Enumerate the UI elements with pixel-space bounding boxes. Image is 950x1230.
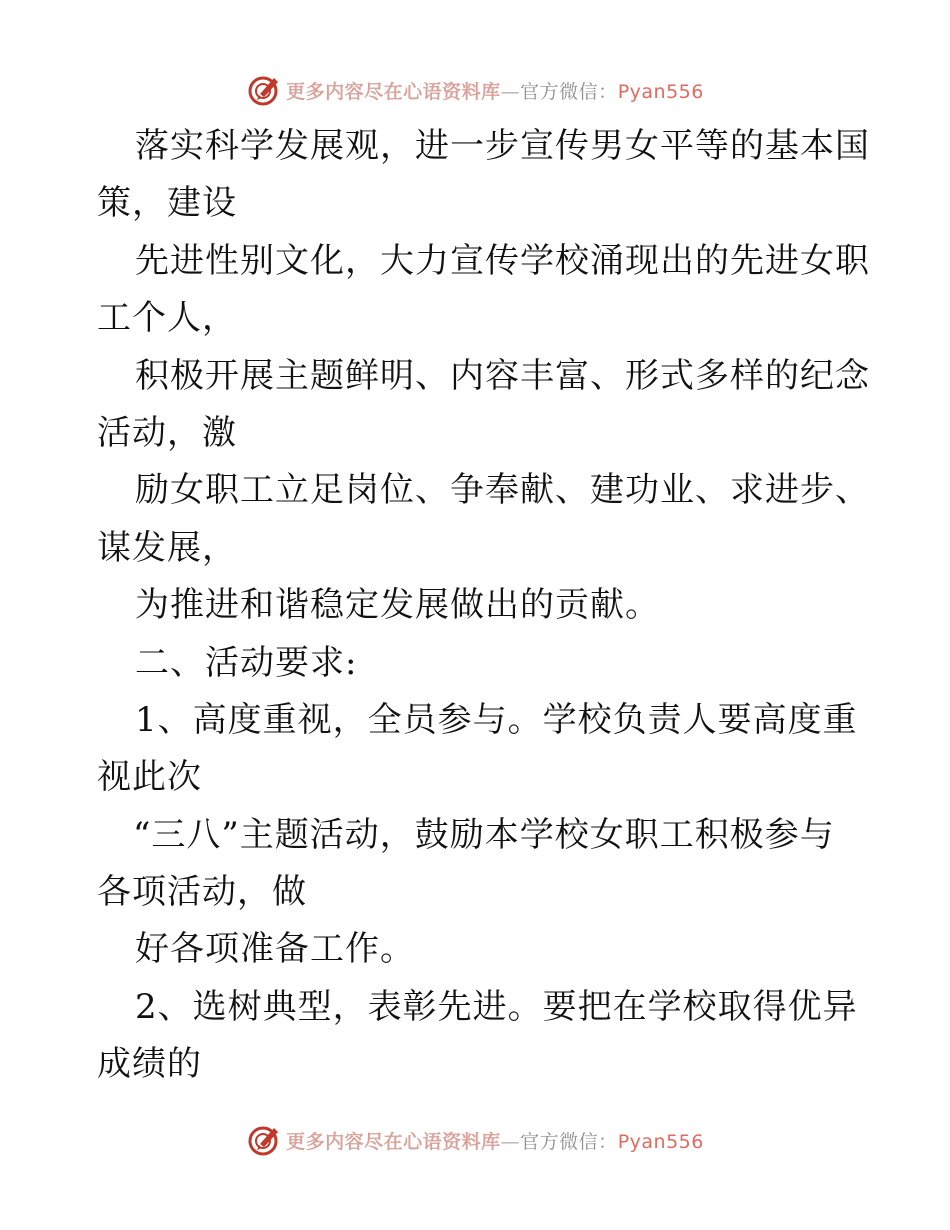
watermark-main-text: 更多内容尽在心语资料库 bbox=[286, 1130, 501, 1153]
text-line: 2、选树典型，表彰先进。要把在学校取得优异 bbox=[135, 986, 858, 1027]
text-line: 策，建设 bbox=[97, 183, 237, 224]
text-line: 活动，激 bbox=[97, 412, 237, 453]
text-line: 视此次 bbox=[97, 757, 202, 798]
pen-nib-logo-icon bbox=[246, 1122, 282, 1158]
text-line: 好各项准备工作。 bbox=[135, 929, 415, 970]
watermark-text bbox=[286, 1127, 704, 1154]
text-line: 先进性别文化，大力宣传学校涌现出的先进女职 bbox=[135, 240, 870, 281]
watermark-dash: — bbox=[500, 1130, 521, 1153]
watermark-dash: — bbox=[500, 80, 521, 103]
text-line: 积极开展主题鲜明、内容丰富、形式多样的纪念 bbox=[135, 355, 870, 396]
pen-nib-logo-icon bbox=[246, 72, 282, 108]
header-watermark bbox=[0, 70, 950, 110]
text-line: 为推进和谐稳定发展做出的贡献。 bbox=[135, 585, 660, 626]
watermark-main-text: 更多内容尽在心语资料库 bbox=[286, 80, 501, 103]
text-line: 1、高度重视，全员参与。学校负责人要高度重 bbox=[135, 699, 858, 740]
text-line: “三八”主题活动，鼓励本学校女职工积极参与 bbox=[133, 814, 835, 855]
watermark-wechat-label: 官方微信： bbox=[520, 80, 618, 103]
text-line: 各项活动，做 bbox=[97, 872, 307, 913]
section-heading: 二、活动要求: bbox=[135, 642, 358, 683]
text-line: 谋发展， bbox=[97, 527, 237, 568]
watermark-wechat-label: 官方微信： bbox=[520, 1130, 618, 1153]
watermark-text bbox=[286, 77, 704, 104]
footer-watermark bbox=[0, 1120, 950, 1160]
text-line: 成绩的 bbox=[97, 1044, 202, 1085]
document-body bbox=[97, 118, 877, 1094]
text-line: 工个人， bbox=[97, 298, 237, 339]
watermark-wechat-id: Pyan556 bbox=[617, 80, 704, 103]
text-line: 励女职工立足岗位、争奉献、建功业、求进步、 bbox=[135, 470, 870, 511]
text-line: 落实科学发展观，进一步宣传男女平等的基本国 bbox=[135, 126, 870, 166]
watermark-wechat-id: Pyan556 bbox=[617, 1130, 704, 1153]
